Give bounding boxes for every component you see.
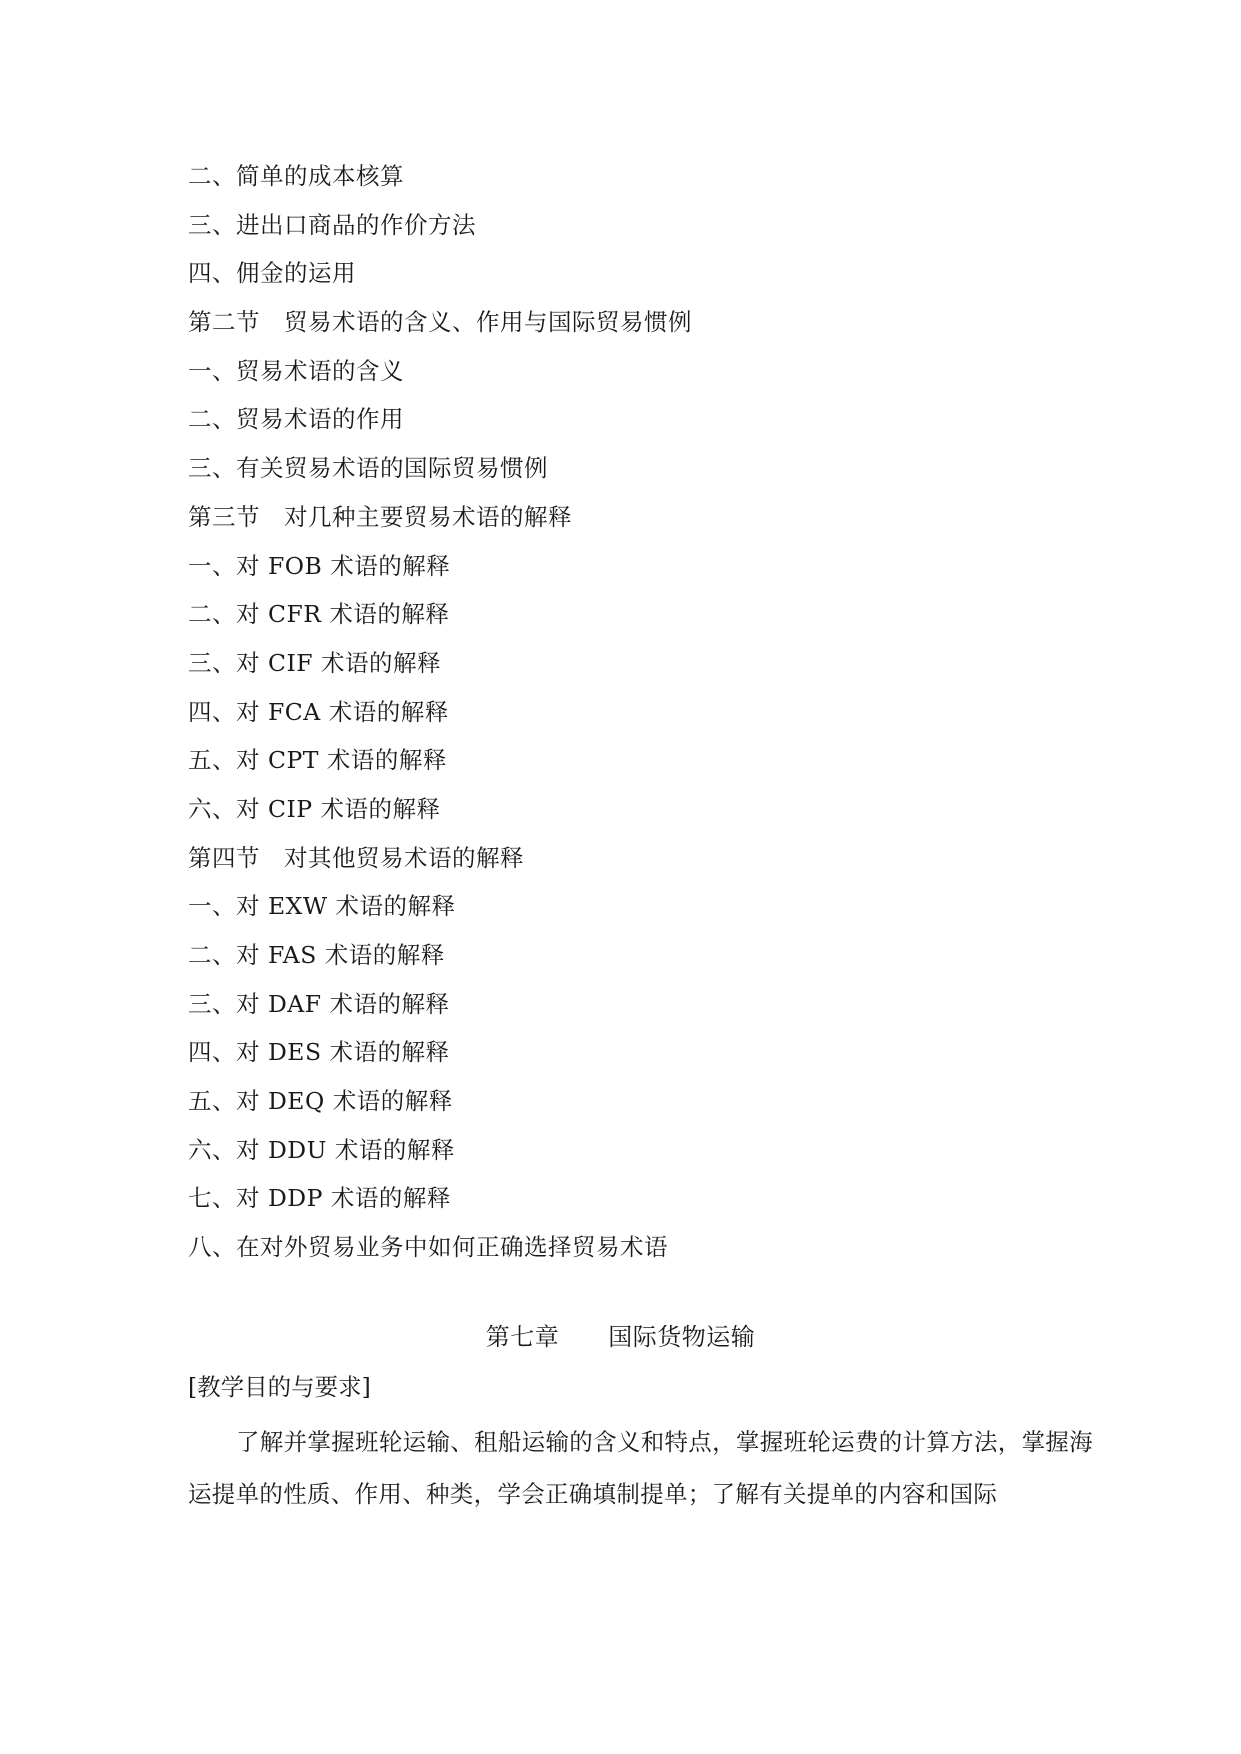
toc-item: 二、贸易术语的作用 [188,405,404,434]
toc-item: 一、对 EXW 术语的解释 [188,892,456,921]
toc-item: 三、进出口商品的作价方法 [188,210,476,239]
toc-item: 八、在对外贸易业务中如何正确选择贸易术语 [188,1233,668,1262]
toc-item: 二、对 CFR 术语的解释 [188,600,450,629]
toc-item: 四、佣金的运用 [188,259,356,288]
toc-item: 二、对 FAS 术语的解释 [188,941,445,969]
toc-item: 六、对 DDU 术语的解释 [188,1135,455,1164]
toc-item: 四、对 FCA 术语的解释 [188,697,449,726]
toc-section-heading: 第三节 对几种主要贸易术语的解释 [188,502,572,531]
toc-item: 二、简单的成本核算 [188,162,404,190]
toc-item: 三、有关贸易术语的国际贸易惯例 [188,454,548,483]
toc-item: 一、对 FOB 术语的解释 [188,551,451,580]
body-paragraph: 了解并掌握班轮运输、租船运输的含义和特点，掌握班轮运费的计算方法，掌握海运提单的性质、作用、种类，学会正确填制提单；了解有关提单的内容和国际 [188,1428,1093,1508]
toc-item: 七、对 DDP 术语的解释 [188,1184,451,1213]
toc-item: 五、对 DEQ 术语的解释 [188,1087,453,1116]
toc-section-heading: 第四节 对其他贸易术语的解释 [188,843,524,872]
toc-item: 三、对 DAF 术语的解释 [188,989,450,1018]
toc-item: 三、对 CIF 术语的解释 [188,648,442,677]
chapter-title: 第七章 国际货物运输 [485,1323,756,1351]
toc-item: 五、对 CPT 术语的解释 [188,746,447,775]
toc-item: 一、贸易术语的含义 [188,356,404,385]
toc-section-heading: 第二节 贸易术语的含义、作用与国际贸易惯例 [188,308,692,337]
teaching-objectives-label: [教学目的与要求] [188,1373,371,1401]
toc-item: 六、对 CIP 术语的解释 [188,794,441,823]
table-of-contents [188,152,692,1272]
toc-item: 四、对 DES 术语的解释 [188,1038,450,1067]
